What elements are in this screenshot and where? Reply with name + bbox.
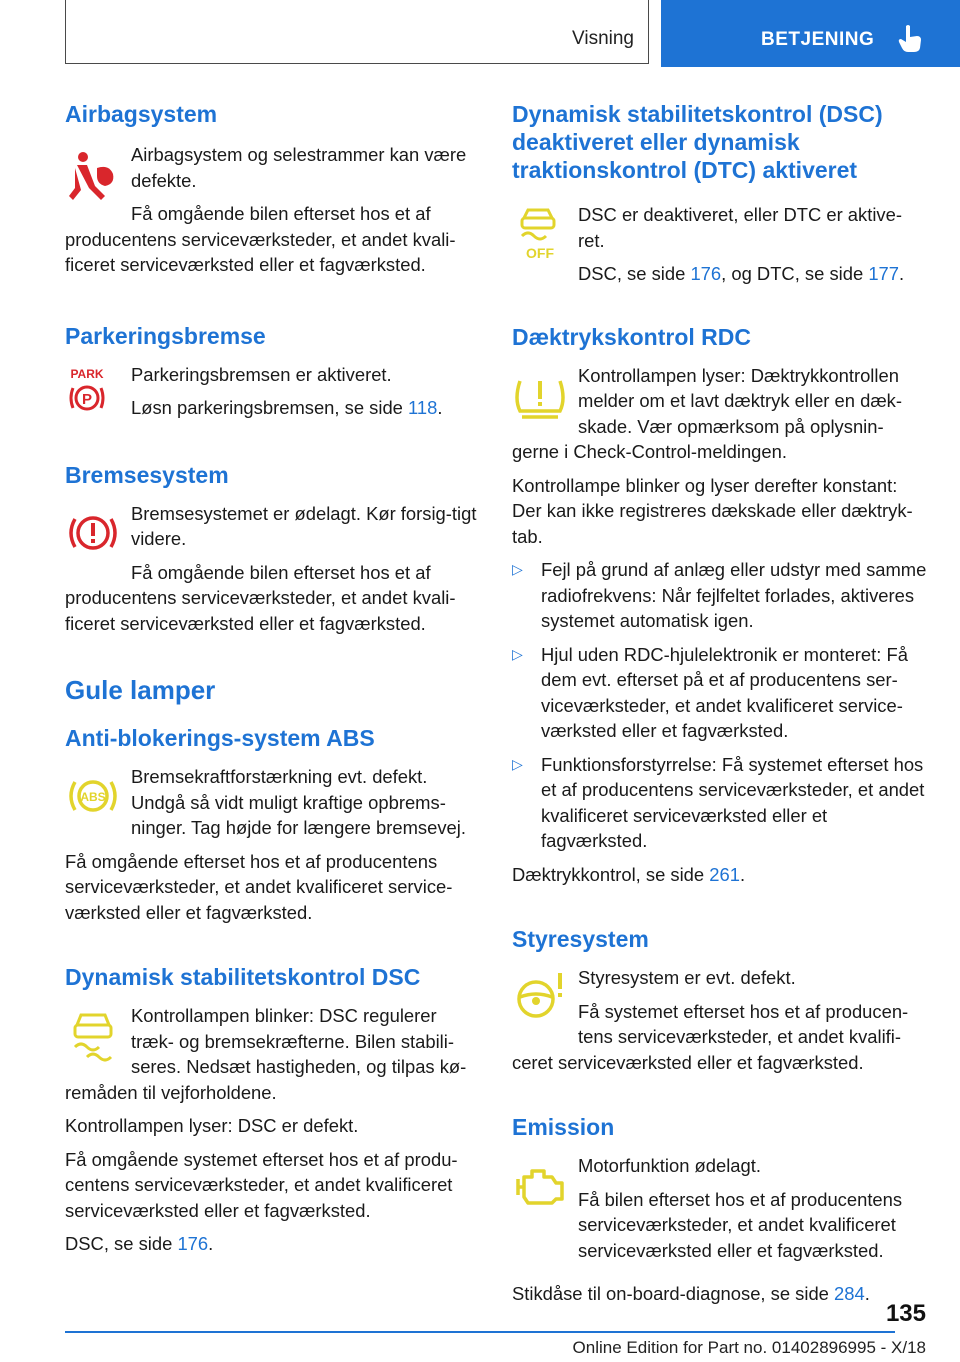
park-text-1: Parkeringsbremsen er aktiveret.: [131, 363, 392, 385]
chapter-title: BETJENING: [761, 29, 875, 50]
svg-text:P: P: [81, 390, 93, 408]
brake-text-1: Bremsesystemet er ødelagt. Kør forsig-tigt videre.: [131, 502, 477, 549]
left-column: [65, 100, 482, 1257]
steering-text-2a: Få systemet efterset hos et af producen-tens serviceværksteder, et andet kvalifi-: [578, 1000, 909, 1047]
dsc-off-icon: [512, 204, 568, 260]
park-text-2: Løsn parkeringsbremsen, se side 118.: [131, 397, 443, 418]
heading-park: Parkeringsbremse: [65, 322, 266, 349]
entry-abs: [65, 764, 482, 925]
chapter-tab: [661, 0, 960, 67]
entry-dsc-off: [512, 202, 928, 287]
heading-rdc: Dæktrykskontrol RDC: [512, 323, 751, 350]
park-page-link[interactable]: 118: [408, 397, 438, 418]
brake-text-2a: Få omgående bilen efterset hos et af: [131, 561, 431, 583]
heading-steering: Styresystem: [512, 926, 649, 952]
entry-brake: [65, 501, 482, 637]
rdc-page-link[interactable]: 261: [709, 863, 740, 885]
triangle-bullet-icon: ▷: [512, 561, 523, 577]
emission-text-2b-indent: serviceværksted eller et fagværksted.: [578, 1239, 884, 1261]
dsc-text-3: Få omgående systemet efterset hos et af produ-centens serviceværksteder, et andet kvalificeret serviceværksted eller et fagværksted.: [65, 1148, 458, 1221]
entry-airbag: [65, 142, 482, 278]
heading-dsc-off: Dynamisk stabilitetskontrol (DSC) deaktiveret eller dynamisk traktionskontrol (DTC) aktiveret: [512, 101, 883, 183]
list-item: ▷ Funktionsforstyrrelse: Få systemet efterset hos et af producentens serviceværksteder, et andet kvalificeret serviceværksted eller et fagværksted.: [512, 753, 925, 851]
rdc-list: [512, 557, 928, 854]
airbag-text-1: Airbagsystem og selestrammer kan være defekte.: [131, 144, 467, 191]
list-item: ▷ Fejl på grund af anlæg eller udstyr med samme radiofrekvens: Når fejlfeltet forlades, aktiveres systemet automatisk igen.: [512, 559, 927, 631]
tire-pressure-icon: [512, 369, 568, 425]
right-column: [512, 100, 928, 1307]
abs-icon-text: ABS: [80, 790, 106, 804]
emission-text-1: Motorfunktion ødelagt.: [578, 1155, 761, 1176]
triangle-bullet-icon: ▷: [512, 645, 523, 662]
dsc-text-1b: remåden til vejforholdene.: [65, 1081, 277, 1103]
section-title: Visning: [572, 28, 634, 49]
list-item: ▷ Hjul uden RDC-hjulelektronik er monteret: Få dem evt. efterset på et af producentens ser-viceværksteder, et andet kvalificeret service-værksted eller et fagværksted.: [512, 643, 908, 741]
rdc-text-3: Dæktrykkontrol, se side 261.: [512, 863, 746, 885]
heading-yellow-lamps: Gule lamper: [65, 675, 216, 705]
steering-icon: [512, 969, 568, 1025]
dsc-text-2: Kontrollampen lyser: DSC er defekt.: [65, 1115, 359, 1136]
abs-text-2: Få omgående efterset hos et af producentens serviceværksteder, et andet kvalificeret service-værksted eller et fagværksted.: [65, 850, 453, 923]
rdc-text-1: Kontrollampen lyser: Dæktrykkontrollen melder om et lavt dæktryk eller en dæk-skade. Vær opmærksom på oplysnin-: [578, 364, 902, 437]
dsc-text-1: Kontrollampen blinker: DSC regulerer træk- og bremsekræfterne. Bilen stabili-seres. Nedsæt hastigheden, og tilpas kø-: [131, 1005, 467, 1077]
emission-text-3: Stikdåse til on-board-diagnose, se side 284.: [512, 1283, 870, 1304]
heading-dsc: Dynamisk stabilitetskontrol DSC: [65, 964, 421, 990]
engine-icon: [512, 1157, 568, 1213]
edition-note: Online Edition for Part no. 01402896995 - X/18: [572, 1338, 926, 1357]
page-number: 135: [885, 1300, 926, 1327]
entry-emission: [512, 1153, 928, 1307]
park-icon-text: PARK: [70, 366, 104, 381]
dsc-icon: [65, 1007, 121, 1063]
brake-text-2b: producentens serviceværksteder, et andet kvali-ficeret serviceværksted eller et fagværksted.: [65, 587, 456, 634]
heading-brake: Bremsesystem: [65, 461, 229, 488]
entry-steering: [512, 965, 928, 1075]
entry-rdc: [512, 363, 928, 888]
dsc-off-text-2: DSC, se side 176, og DTC, se side 177.: [578, 263, 905, 284]
emission-text-2a: Få bilen efterset hos et af producentens serviceværksteder, et andet kvalificeret: [578, 1188, 903, 1235]
footer-divider: [65, 1331, 895, 1333]
header-frame: [65, 0, 649, 64]
airbag-text-2b: producentens serviceværksteder, et andet kvali-ficeret serviceværksted eller et fagværksted.: [65, 228, 456, 275]
triangle-bullet-icon: ▷: [512, 755, 523, 772]
brake-system-icon: [65, 507, 121, 563]
dsc-text-4: DSC, se side 176.: [65, 1233, 214, 1254]
heading-emission: Emission: [512, 1114, 615, 1140]
dsc-off-link-2[interactable]: 177: [868, 263, 899, 284]
abs-icon: [65, 770, 121, 826]
dsc-off-text-1: DSC er deaktiveret, eller DTC er aktive-ret.: [578, 204, 902, 251]
steering-text-1: Styresystem er evt. defekt.: [578, 967, 796, 988]
airbag-text-2a: Få omgående bilen efterset hos et af: [131, 203, 431, 224]
steering-text-2b: ceret serviceværksted eller et fagværksted.: [512, 1051, 864, 1073]
entry-park: [65, 362, 482, 421]
dsc-off-link-1[interactable]: 176: [690, 263, 722, 284]
entry-dsc: [65, 1003, 482, 1257]
rdc-text-2: Kontrollampe blinker og lyser derefter konstant: Der kan ikke registreres dækskade eller dæktryk-tab.: [512, 474, 913, 547]
heading-abs: Anti-blokerings-system ABS: [65, 725, 375, 751]
dsc-page-link[interactable]: 176: [177, 1233, 209, 1254]
dsc-off-icon-text: OFF: [526, 245, 554, 260]
heading-airbag: Airbagsystem: [65, 101, 218, 127]
abs-text-1: Bremsekraftforstærkning evt. defekt. Undgå så vidt muligt kraftige opbrems-ninger. Tag højde for længere bremsevej.: [131, 766, 466, 838]
airbag-warning-icon: [65, 148, 121, 204]
emission-page-link[interactable]: 284: [834, 1283, 865, 1304]
rdc-text-1b: gerne i Check-Control-meldingen.: [512, 441, 787, 462]
pointing-hand-icon: [897, 24, 923, 54]
parking-brake-icon: [65, 366, 121, 422]
